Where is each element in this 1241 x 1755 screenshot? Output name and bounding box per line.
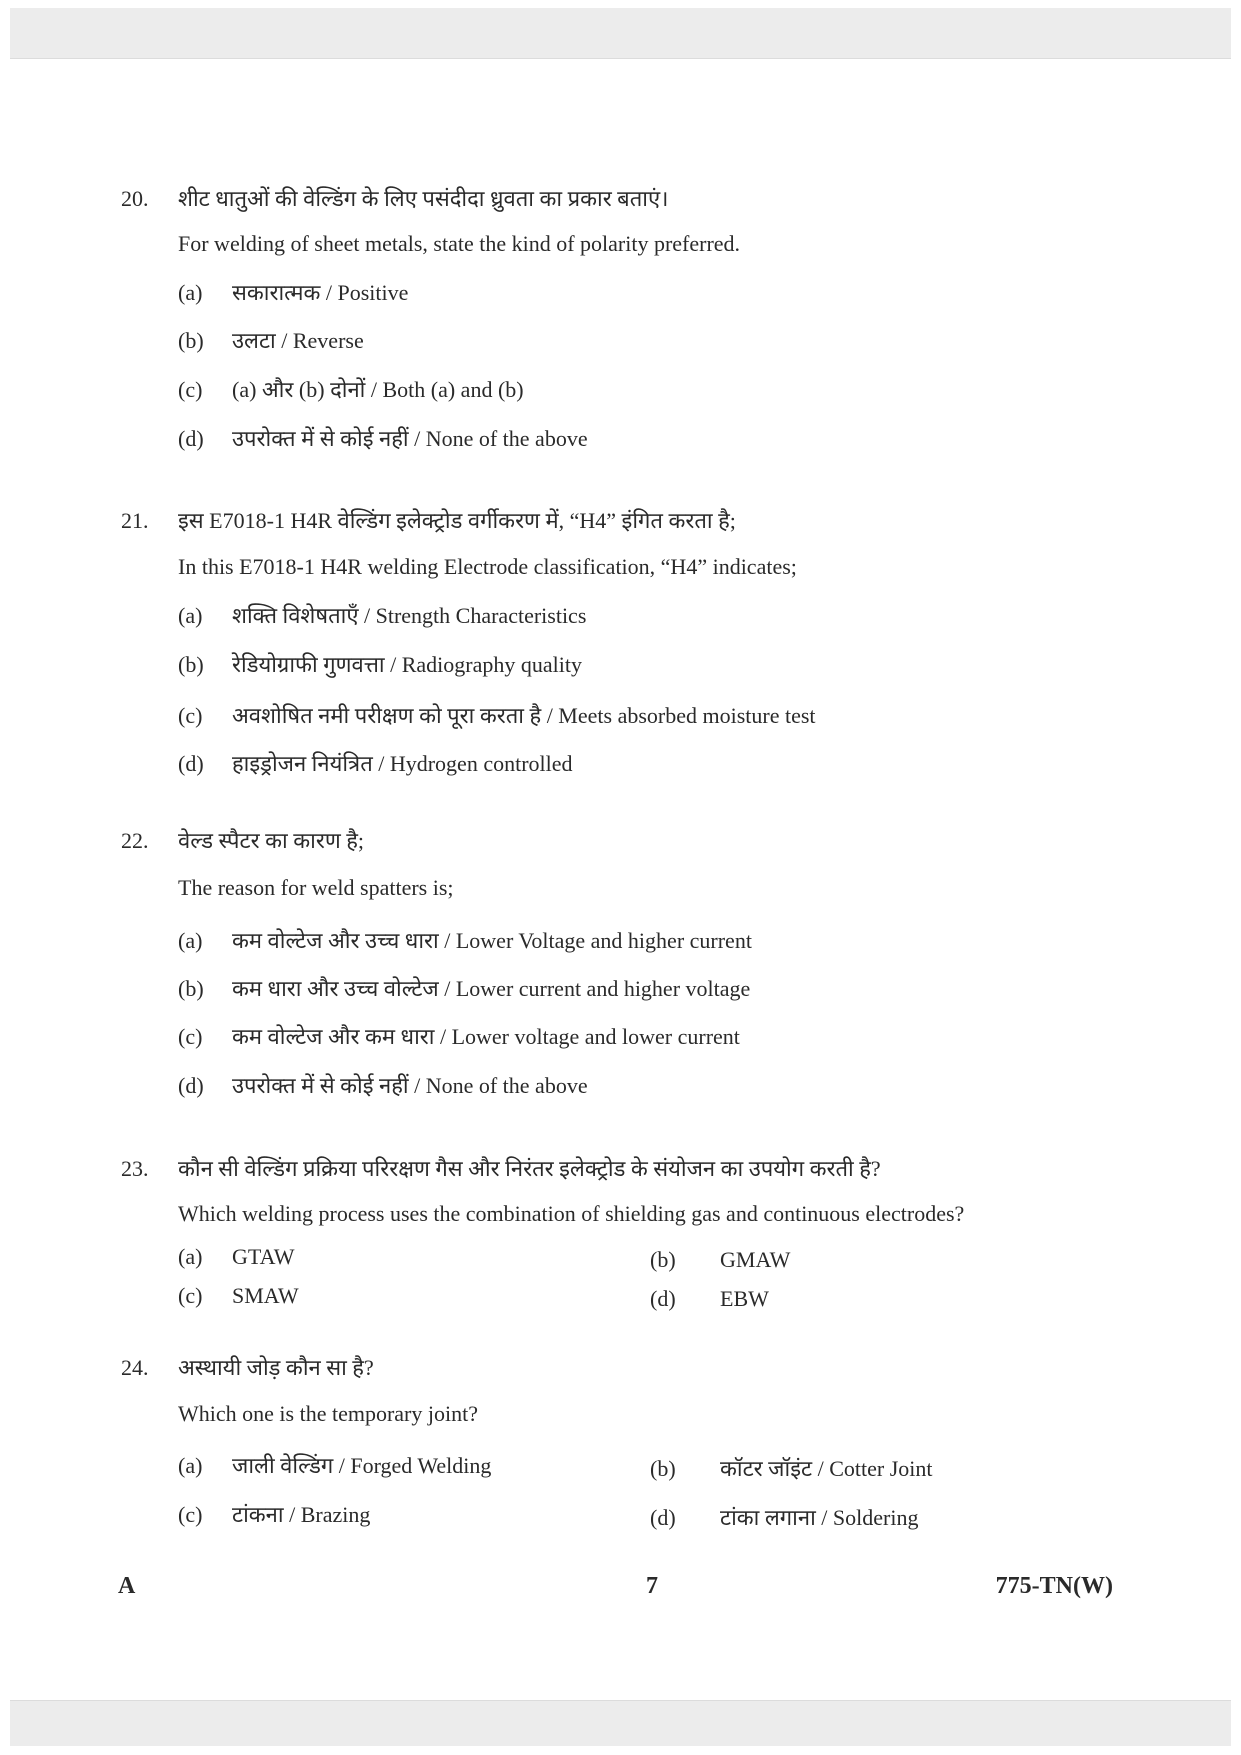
option-text: रेडियोग्राफी गुणवत्ता / Radiography quality: [232, 652, 582, 677]
option-text: EBW: [720, 1286, 769, 1311]
scan-top-band: [10, 8, 1231, 59]
question-hindi: अस्थायी जोड़ कौन सा है?: [178, 1355, 374, 1380]
option-letter: (d): [650, 1286, 676, 1311]
option-letter: (b): [178, 328, 204, 353]
question-number: 24.: [121, 1355, 149, 1380]
option-text: सकारात्मक / Positive: [232, 280, 409, 305]
question-number: 21.: [121, 508, 149, 533]
option-letter: (d): [178, 426, 204, 451]
option-letter: (a): [178, 280, 203, 305]
option-letter: (b): [650, 1456, 676, 1481]
question-number: 23.: [121, 1156, 149, 1181]
question-english: Which one is the temporary joint?: [178, 1401, 478, 1426]
option-text: (a) और (b) दोनों / Both (a) and (b): [232, 377, 524, 402]
option-text: शक्ति विशेषताएँ / Strength Characteristics: [232, 603, 587, 628]
question-number: 22.: [121, 828, 149, 853]
option-text: जाली वेल्डिंग / Forged Welding: [232, 1453, 492, 1478]
option-text: उपरोक्त में से कोई नहीं / None of the above: [232, 1073, 588, 1098]
footer-page-number: 7: [646, 1573, 658, 1599]
option-letter: (b): [178, 976, 204, 1001]
option-text: कम धारा और उच्च वोल्टेज / Lower current and higher voltage: [232, 976, 751, 1001]
option-text: उपरोक्त में से कोई नहीं / None of the above: [232, 426, 588, 451]
question-english: Which welding process uses the combination of shielding gas and continuous electrodes?: [178, 1201, 965, 1226]
option-letter: (a): [178, 1453, 203, 1478]
option-letter: (c): [178, 1283, 203, 1308]
question-hindi: इस E7018-1 H4R वेल्डिंग इलेक्ट्रोड वर्गीकरण में, “H4” इंगित करता है;: [178, 508, 736, 533]
scan-bottom-band: [10, 1700, 1231, 1746]
option-text: कम वोल्टेज और कम धारा / Lower voltage and lower current: [232, 1024, 740, 1049]
option-text: GTAW: [232, 1244, 295, 1269]
option-letter: (c): [178, 703, 203, 728]
option-text: हाइड्रोजन नियंत्रित / Hydrogen controlled: [232, 751, 573, 776]
option-letter: (a): [178, 1244, 203, 1269]
option-text: टांकना / Brazing: [232, 1502, 371, 1527]
option-letter: (d): [178, 1073, 204, 1098]
question-hindi: वेल्ड स्पैटर का कारण है;: [178, 828, 365, 853]
question-hindi: शीट धातुओं की वेल्डिंग के लिए पसंदीदा ध्रुवता का प्रकार बताएं।: [178, 186, 669, 211]
option-letter: (d): [178, 751, 204, 776]
option-text: SMAW: [232, 1283, 299, 1308]
option-text: GMAW: [720, 1247, 791, 1272]
option-letter: (c): [178, 1024, 203, 1049]
question-number: 20.: [121, 186, 149, 211]
option-letter: (c): [178, 377, 203, 402]
option-letter: (b): [650, 1247, 676, 1272]
option-text: अवशोषित नमी परीक्षण को पूरा करता है / Meets absorbed moisture test: [232, 703, 816, 728]
option-letter: (a): [178, 603, 203, 628]
option-letter: (c): [178, 1502, 203, 1527]
option-letter: (d): [650, 1505, 676, 1530]
footer-series: A: [118, 1573, 136, 1599]
option-text: कम वोल्टेज और उच्च धारा / Lower Voltage and higher current: [232, 928, 752, 953]
question-english: For welding of sheet metals, state the kind of polarity preferred.: [178, 231, 741, 256]
question-hindi: कौन सी वेल्डिंग प्रक्रिया परिरक्षण गैस और निरंतर इलेक्ट्रोड के संयोजन का उपयोग करती है?: [178, 1156, 881, 1181]
question-english: The reason for weld spatters is;: [178, 875, 454, 900]
footer-paper-code: 775-TN(W): [995, 1573, 1113, 1599]
option-letter: (b): [178, 652, 204, 677]
option-text: कॉटर जॉइंट / Cotter Joint: [720, 1456, 933, 1481]
question-english: In this E7018-1 H4R welding Electrode classification, “H4” indicates;: [178, 554, 797, 579]
option-letter: (a): [178, 928, 203, 953]
option-text: उलटा / Reverse: [232, 328, 364, 353]
option-text: टांका लगाना / Soldering: [720, 1505, 919, 1530]
